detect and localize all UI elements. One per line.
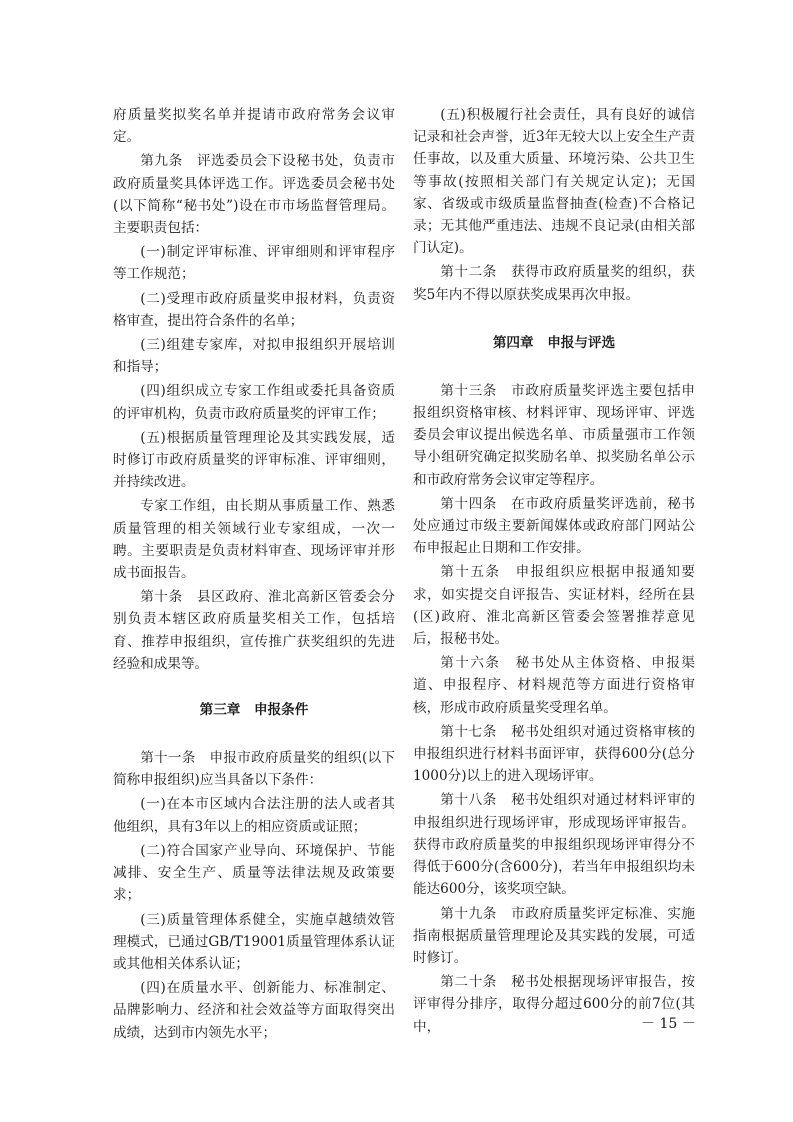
article-20: 第二十条 秘书处根据现场评审报告，按评审得分排序，取得分超过600分的前7位(其中， (413, 974, 695, 1035)
right-column (413, 104, 695, 1038)
list-item: (一)制定评审标准、评审细则和评审程序等工作规范； (113, 244, 395, 283)
chapter-heading: 第四章 申报与评选 (492, 334, 616, 351)
paragraph: 府质量奖拟奖名单并提请市政府常务会议审定。 (113, 107, 395, 146)
article-13: 第十三条 市政府质量奖评选主要包括申报组织资格审核、材料评审、现场评审、评选委员会审议提出候选名单、市质量强市工作领导小组研究确定拟奖励名单、拟奖励名单公示和市政府常务会议审定等程序。 (413, 382, 695, 488)
article-15: 第十五条 申报组织应根据申报通知要求，如实提交自评报告、实证材料，经所在县(区)政府、淮北高新区管委会签署推荐意见后，报秘书处。 (413, 564, 695, 648)
article-18: 第十八条 秘书处组织对通过材料评审的申报组织进行现场评审，形成现场评审报告。获得市政府质量奖的申报组织现场评审得分不得低于600分(含600分)，若当年申报组织均未能达600分，该奖项空缺。 (413, 792, 695, 898)
article-16: 第十六条 秘书处从主体资格、申报渠道、申报程序、材料规范等方面进行资格审核，形成市政府质量奖受理名单。 (413, 655, 695, 716)
list-item: (五)积极履行社会责任，具有良好的诚信记录和社会声誉，近3年无较大以上安全生产责任事故，以及重大质量、环境污染、公共卫生等事故(按照相关部门有关规定认定)；无国家、省级或市级质量监督抽查(检查)不合格记录；无其他严重违法、违规不良记录(由相关部门认定)。 (413, 107, 695, 257)
article-14: 第十四条 在市政府质量奖评选前，秘书处应通过市级主要新闻媒体或政府部门网站公布申报起止日期和工作安排。 (413, 495, 695, 557)
list-item: (二)受理市政府质量奖申报材料，负责资格审查，提出符合条件的名单； (113, 290, 395, 329)
article-19: 第十九条 市政府质量奖评定标准、实施指南根据质量管理理论及其实践的发展，可适时修订。 (413, 905, 695, 966)
article-11: 第十一条 申报市政府质量奖的组织(以下简称申报组织)应当具备以下条件： (113, 750, 395, 789)
list-item: (三)组建专家库，对拟申报组织开展培训和指导； (113, 337, 395, 376)
left-column (113, 104, 395, 1044)
article-9: 第九条 评选委员会下设秘书处，负责市政府质量奖具体评选工作。评选委员会秘书处(以下简称“秘书处”)设在市市场监督管理局。主要职责包括： (113, 153, 395, 237)
list-item: (一)在本市区域内合法注册的法人或者其他组织，具有3年以上的相应资质或证照； (113, 796, 395, 835)
list-item: (四)组织成立专家工作组或委托具备资质的评审机构，负责市政府质量奖的评审工作； (113, 383, 395, 422)
list-item: (四)在质量水平、创新能力、标准制定、品牌影响力、经济和社会效益等方面取得突出成绩，达到市内领先水平； (113, 980, 395, 1041)
list-item: (二)符合国家产业导向、环境保护、节能减排、安全生产、质量等法律法规及政策要求； (113, 842, 395, 904)
list-item: (五)根据质量管理理论及其实践发展，适时修订市政府质量奖的评审标准、评审细则，并持续改进。 (113, 429, 395, 491)
list-item: (三)质量管理体系健全，实施卓越绩效管理模式，已通过GB/T19001质量管理体系认证或其他相关体系认证； (113, 911, 395, 972)
article-12: 第十二条 获得市政府质量奖的组织，获奖5年内不得以原获奖成果再次申报。 (413, 264, 695, 303)
article-17: 第十七条 秘书处组织对通过资格审核的申报组织进行材料书面评审，获得600分(总分1000分)以上的进入现场评审。 (413, 723, 695, 785)
article-10: 第十条 县区政府、淮北高新区管委会分别负责本辖区政府质量奖相关工作，包括培育、推荐申报组织，宣传推广获奖组织的先进经验和成果等。 (113, 589, 395, 672)
chapter-heading: 第三章 申报条件 (199, 702, 309, 719)
paragraph: 专家工作组，由长期从事质量工作、熟悉质量管理的相关领域行业专家组成，一次一聘。主要职责是负责材料审查、现场评审并形成书面报告。 (113, 498, 395, 582)
page-number: － 15 － (641, 1016, 696, 1032)
